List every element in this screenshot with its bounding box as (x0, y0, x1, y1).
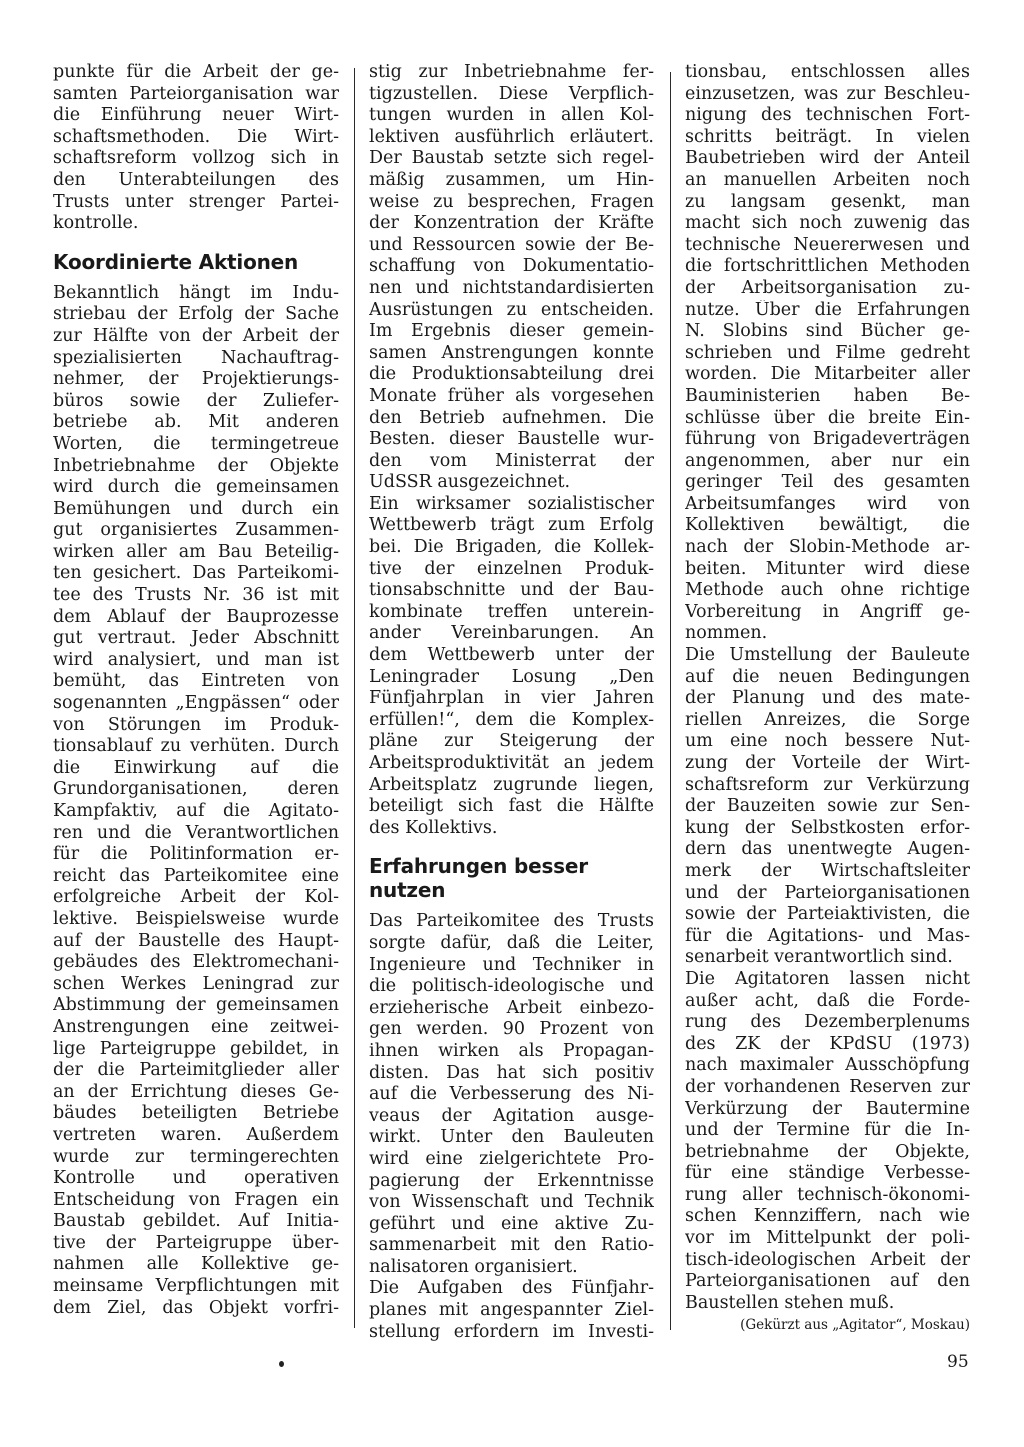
text-line: wurde zur termingerechten (53, 1146, 339, 1167)
text-line: weise zu besprechen, Fragen (369, 191, 654, 212)
text-line: auf der Baustelle des Haupt- (53, 930, 339, 951)
text-line: Die Umstellung der Bauleute (685, 645, 970, 666)
text-line: stig zur Inbetriebnahme fer- (369, 62, 654, 82)
text-line: reicht das Parteikomitee eine (53, 865, 339, 886)
text-line: den Unterabteilungen des (53, 169, 339, 190)
text-line: technische Neuererwesen und (685, 234, 970, 255)
text-line: den Betrieb aufnehmen. Die (369, 407, 654, 428)
text-line: geführt und eine aktive Zu- (369, 1213, 654, 1234)
text-line: zu langsam gesenkt, man (685, 191, 970, 212)
paragraph-intro (53, 62, 339, 235)
paragraph-investitionsbau (685, 62, 970, 1314)
text-line: sowie der Parteiaktivisten, die (685, 904, 970, 925)
text-line: punkte für die Arbeit der ge- (53, 62, 339, 82)
column-3 (685, 62, 970, 1334)
text-line: schlüsse über die breite Ein- (685, 407, 970, 428)
text-line: Ingenieure und Techniker in (369, 954, 654, 975)
text-line: wirken aller am Bau Beteilig- (53, 541, 339, 562)
text-line: gen werden. 90 Prozent von (369, 1019, 654, 1040)
text-line: pläne zur Steigerung der (369, 731, 654, 752)
paragraph-erfahrungen (369, 911, 654, 1343)
text-line: Arbeitsumfanges wird von (685, 493, 970, 514)
text-line: von Störungen im Produk- (53, 714, 339, 735)
text-line: für die Agitations- und Mas- (685, 925, 970, 946)
text-line: führung von Brigadeverträgen (685, 429, 970, 450)
column-divider-2 (670, 72, 671, 1330)
text-line: Bauministerien haben Be- (685, 385, 970, 406)
text-line: der die Parteimitglieder aller (53, 1060, 339, 1081)
text-line: bemüht, das Eintreten von (53, 671, 339, 692)
text-line: um eine noch bessere Nut- (685, 731, 970, 752)
text-line: auf die neuen Bedingungen (685, 666, 970, 687)
text-line: Trusts unter strenger Partei- (53, 191, 339, 212)
text-line: Im Ergebnis dieser gemein- (369, 321, 654, 342)
text-line: die Einführung neuer Wirt- (53, 105, 339, 126)
text-line: Arbeitsproduktivität an jedem (369, 753, 654, 773)
text-line: Das Parteikomitee des Trusts (369, 911, 654, 932)
text-line: und der Parteiorganisationen (685, 882, 970, 903)
text-line: tive der Parteigruppe über- (53, 1232, 339, 1253)
section-heading-2: Erfahrungen besser nutzen (369, 854, 588, 903)
text-line: der Bauzeiten sowie zur Sen- (685, 796, 970, 817)
text-line: Verkürzung der Bautermine (685, 1098, 970, 1119)
text-line: kung der Selbstkosten erfor- (685, 817, 970, 838)
text-line: von Wissenschaft und Technik (369, 1192, 654, 1213)
text-line: dern das unentwegte Augen- (685, 839, 970, 860)
text-line: spezialisierten Nachauftrag- (53, 347, 339, 368)
text-line: wird durch die gemeinsamen (53, 477, 339, 498)
text-line: zur Hälfte von der Arbeit der (53, 325, 339, 346)
text-line: erfolgreiche Arbeit der Kol- (53, 887, 339, 908)
text-line: N. Slobins sind Bücher ge- (685, 321, 970, 342)
text-line: tisch-ideologischen Arbeit der (685, 1249, 970, 1270)
text-line: ihnen wirken als Propagan- (369, 1040, 654, 1061)
text-line: dem Wettbewerb unter der (369, 645, 654, 666)
text-line: die politisch-ideologische und (369, 976, 654, 997)
text-line: nutze. Über die Erfahrungen (685, 299, 970, 320)
text-line: Arbeitsplatz zugrunde liegen, (369, 774, 654, 795)
text-line: zung der Vorteile der Wirt- (685, 753, 970, 773)
text-line: lektive. Beispielsweise wurde (53, 908, 339, 929)
text-line: den vom Ministerrat der (369, 450, 654, 471)
column-1 (53, 62, 339, 1319)
text-line: und der Termine für die In- (685, 1120, 970, 1141)
text-line: sogenannten „Engpässen“ oder (53, 693, 339, 714)
text-line: meinsame Verpflichtungen mit (53, 1276, 339, 1297)
column-2 (369, 62, 654, 1343)
paragraph-koordinierte-aktionen (53, 283, 339, 1320)
paragraph-continuation (369, 62, 654, 839)
text-line: striebau der Erfolg der Sache (53, 304, 339, 325)
text-line: Kollektiven bewältigt, die (685, 515, 970, 536)
text-line: merk der Wirtschaftsleiter (685, 860, 970, 881)
text-line: und Ressourcen sowie der Be- (369, 234, 654, 255)
text-line: nach der Slobin-Methode ar- (685, 537, 970, 558)
text-line: Wettbewerb trägt zum Erfolg (369, 515, 654, 536)
text-line: betriebnahme der Objekte, (685, 1141, 970, 1162)
page-number: 95 (947, 1352, 969, 1372)
text-line: tive der einzelnen Produk- (369, 558, 654, 579)
text-line: bei. Die Brigaden, die Kollek- (369, 537, 654, 558)
text-line: büros sowie der Zuliefer- (53, 390, 339, 411)
text-line: Monate früher als vorgesehen (369, 385, 654, 406)
text-line: des Kollektivs. (369, 817, 498, 838)
text-line: Bemühungen und durch ein (53, 498, 339, 519)
text-line: schen Kennziffern, nach wie (685, 1206, 970, 1227)
text-line: kombinate treffen unterein- (369, 601, 654, 622)
text-line: Der Baustab setzte sich regel- (369, 148, 654, 169)
text-line: senarbeit verantwortlich sind. (685, 947, 953, 968)
text-line: kontrolle. (53, 213, 139, 234)
text-line: der Arbeitsorganisation zu- (685, 277, 970, 298)
text-line: samen Anstrengungen konnte (369, 342, 654, 363)
text-line: dem Ablauf der Bauprozesse (53, 606, 339, 627)
text-line: schaftsreform vollzog sich in (53, 148, 339, 169)
text-line: Die Aufgaben des Fünfjahr- (369, 1278, 654, 1299)
text-line: Die Agitatoren lassen nicht (685, 968, 970, 989)
text-line: Leningrader Losung „Den (369, 666, 654, 687)
text-line: außer acht, daß die Forde- (685, 990, 970, 1011)
text-line: Fünfjahrplan in vier Jahren (369, 688, 654, 709)
text-line: schaftsreform zur Verkürzung (685, 774, 970, 795)
text-line: für eine ständige Verbesse- (685, 1163, 970, 1184)
text-line: der Konzentration der Kräfte (369, 213, 654, 234)
text-line: Entscheidung von Fragen ein (53, 1189, 339, 1210)
text-line: schrieben und Filme gedreht (685, 342, 970, 363)
text-line: Kampfaktiv, auf die Agitato- (53, 801, 339, 821)
text-line: geringer Teil des gesamten (685, 472, 970, 493)
text-line: disten. Das hat sich positiv (369, 1062, 654, 1083)
text-line: Methode auch ohne richtige (685, 580, 970, 601)
column-divider-1 (354, 68, 355, 1328)
text-line: nommen. (685, 623, 768, 644)
text-line: wirkt. Unter den Bauleuten (369, 1127, 654, 1148)
text-line: nalisatoren organisiert. (369, 1256, 578, 1277)
text-line: schaftsmethoden. Die Wirt- (53, 126, 339, 147)
text-line: Vorbereitung in Angriff ge- (685, 601, 970, 622)
text-line: schritts beiträgt. In vielen (685, 126, 970, 147)
text-line: dem Ziel, das Objekt vorfri- (53, 1297, 339, 1318)
text-line: der Planung und des mate- (685, 688, 970, 709)
text-line: Anstrengungen eine zeitwei- (53, 1016, 339, 1037)
text-line: wird analysiert, und man ist (53, 649, 339, 670)
text-line: Bekanntlich hängt im Indu- (53, 282, 339, 303)
text-line: macht sich noch zuwenig das (685, 213, 970, 234)
text-line: die Einwirkung auf die (53, 757, 339, 778)
text-line: tionsbau, entschlossen alles (685, 62, 970, 82)
text-line: tee des Trusts Nr. 36 ist mit (53, 585, 339, 606)
text-line: erfüllen!“, dem die Komplex- (369, 709, 654, 730)
text-line: Baubetrieben wird der Anteil (685, 148, 970, 169)
text-line: beteiligt sich fast die Hälfte (369, 796, 654, 817)
text-line: nahmen alle Kollektive ge- (53, 1254, 339, 1275)
section-heading-1: Koordinierte Aktionen (53, 249, 299, 274)
text-line: Besten. dieser Baustelle wur- (369, 429, 654, 450)
text-line: für die Politinformation er- (53, 844, 339, 865)
text-line: erzieherische Arbeit einbezo- (369, 997, 654, 1018)
text-line: vor im Mittelpunkt der poli- (685, 1228, 970, 1249)
text-line: rung aller technisch-ökonomi- (685, 1184, 970, 1205)
text-line: schen Werkes Leningrad zur (53, 973, 339, 994)
text-line: die fortschrittlichen Methoden (685, 256, 970, 277)
text-line: planes mit angespannter Ziel- (369, 1300, 654, 1321)
text-line: riellen Anreizes, die Sorge (685, 709, 970, 730)
text-line: angenommen, aber nur ein (685, 450, 970, 471)
text-line: Ausrüstungen zu entscheiden. (369, 299, 654, 320)
text-line: samten Parteiorganisation war (53, 83, 339, 104)
text-line: schaffung von Dokumentatio- (369, 256, 654, 277)
text-line: sammenarbeit mit den Ratio- (369, 1235, 654, 1256)
text-line: tungen wurden in allen Kol- (369, 105, 654, 126)
text-line: an manuellen Arbeiten noch (685, 169, 970, 190)
text-line: pagierung der Erkenntnisse (369, 1170, 654, 1191)
text-line: Grundorganisationen, deren (53, 779, 339, 800)
text-line: nen und nichtstandardisierten (369, 277, 654, 298)
text-line: mäßig zusammen, um Hin- (369, 169, 654, 190)
source-note: (Gekürzt aus „Agitator“, Moskau) (740, 1317, 970, 1334)
text-line: an der Errichtung dieses Ge- (53, 1081, 339, 1102)
text-line: die Produktionsabteilung drei (369, 364, 654, 385)
text-line: beiten. Mitunter wird diese (685, 558, 970, 579)
text-line: gebäudes des Elektromechani- (53, 952, 339, 973)
text-line: gut organisiertes Zusammen- (53, 520, 339, 541)
text-line: bäudes beteiligten Betriebe (53, 1103, 339, 1124)
text-line: ren und die Verantwortlichen (53, 822, 339, 843)
text-line: UdSSR ausgezeichnet. (369, 472, 571, 493)
text-line: rung des Dezemberplenums (685, 1012, 970, 1033)
text-line: nigung des technischen Fort- (685, 105, 970, 126)
text-line: Worten, die termingetreue (53, 433, 339, 454)
text-line: lektiven ausführlich erläutert. (369, 126, 654, 147)
text-line: Baustellen stehen muß. (685, 1292, 895, 1313)
text-line: einzusetzen, was zur Beschleu- (685, 83, 970, 104)
text-line: des ZK der KPdSU (1973) (685, 1033, 970, 1054)
text-line: vertreten waren. Außerdem (53, 1124, 339, 1145)
text-line: Abstimmung der gemeinsamen (53, 995, 339, 1016)
text-line: nach maximaler Ausschöpfung (685, 1055, 970, 1076)
text-line: ten gesichert. Das Parteikomi- (53, 563, 339, 584)
text-line: Inbetriebnahme der Objekte (53, 455, 339, 476)
ink-dot (279, 1361, 284, 1367)
text-line: nehmer, der Projektierungs- (53, 369, 339, 390)
text-line: stellung erfordern im Investi- (369, 1321, 654, 1342)
text-line: veaus der Agitation ausge- (369, 1105, 654, 1126)
text-line: tionsabschnitte und der Bau- (369, 580, 654, 601)
text-line: der vorhandenen Reserven zur (685, 1076, 970, 1097)
text-line: tionsablauf zu verhüten. Durch (53, 736, 339, 757)
text-line: Parteiorganisationen auf den (685, 1271, 970, 1292)
text-line: ander Vereinbarungen. An (369, 623, 654, 644)
text-line: betriebe ab. Mit anderen (53, 412, 339, 433)
text-line: lige Parteigruppe gebildet, in (53, 1038, 339, 1059)
text-line: Kontrolle und operativen (53, 1168, 339, 1189)
text-line: auf die Verbesserung des Ni- (369, 1084, 654, 1105)
text-line: wird eine zielgerichtete Pro- (369, 1148, 654, 1169)
text-line: tigzustellen. Diese Verpflich- (369, 83, 654, 104)
text-line: sorgte dafür, daß die Leiter, (369, 932, 654, 953)
text-line: gut vertraut. Jeder Abschnitt (53, 628, 339, 649)
text-line: Baustab gebildet. Auf Initia- (53, 1211, 339, 1232)
text-line: worden. Die Mitarbeiter aller (685, 364, 970, 385)
text-line: Ein wirksamer sozialistischer (369, 493, 654, 514)
